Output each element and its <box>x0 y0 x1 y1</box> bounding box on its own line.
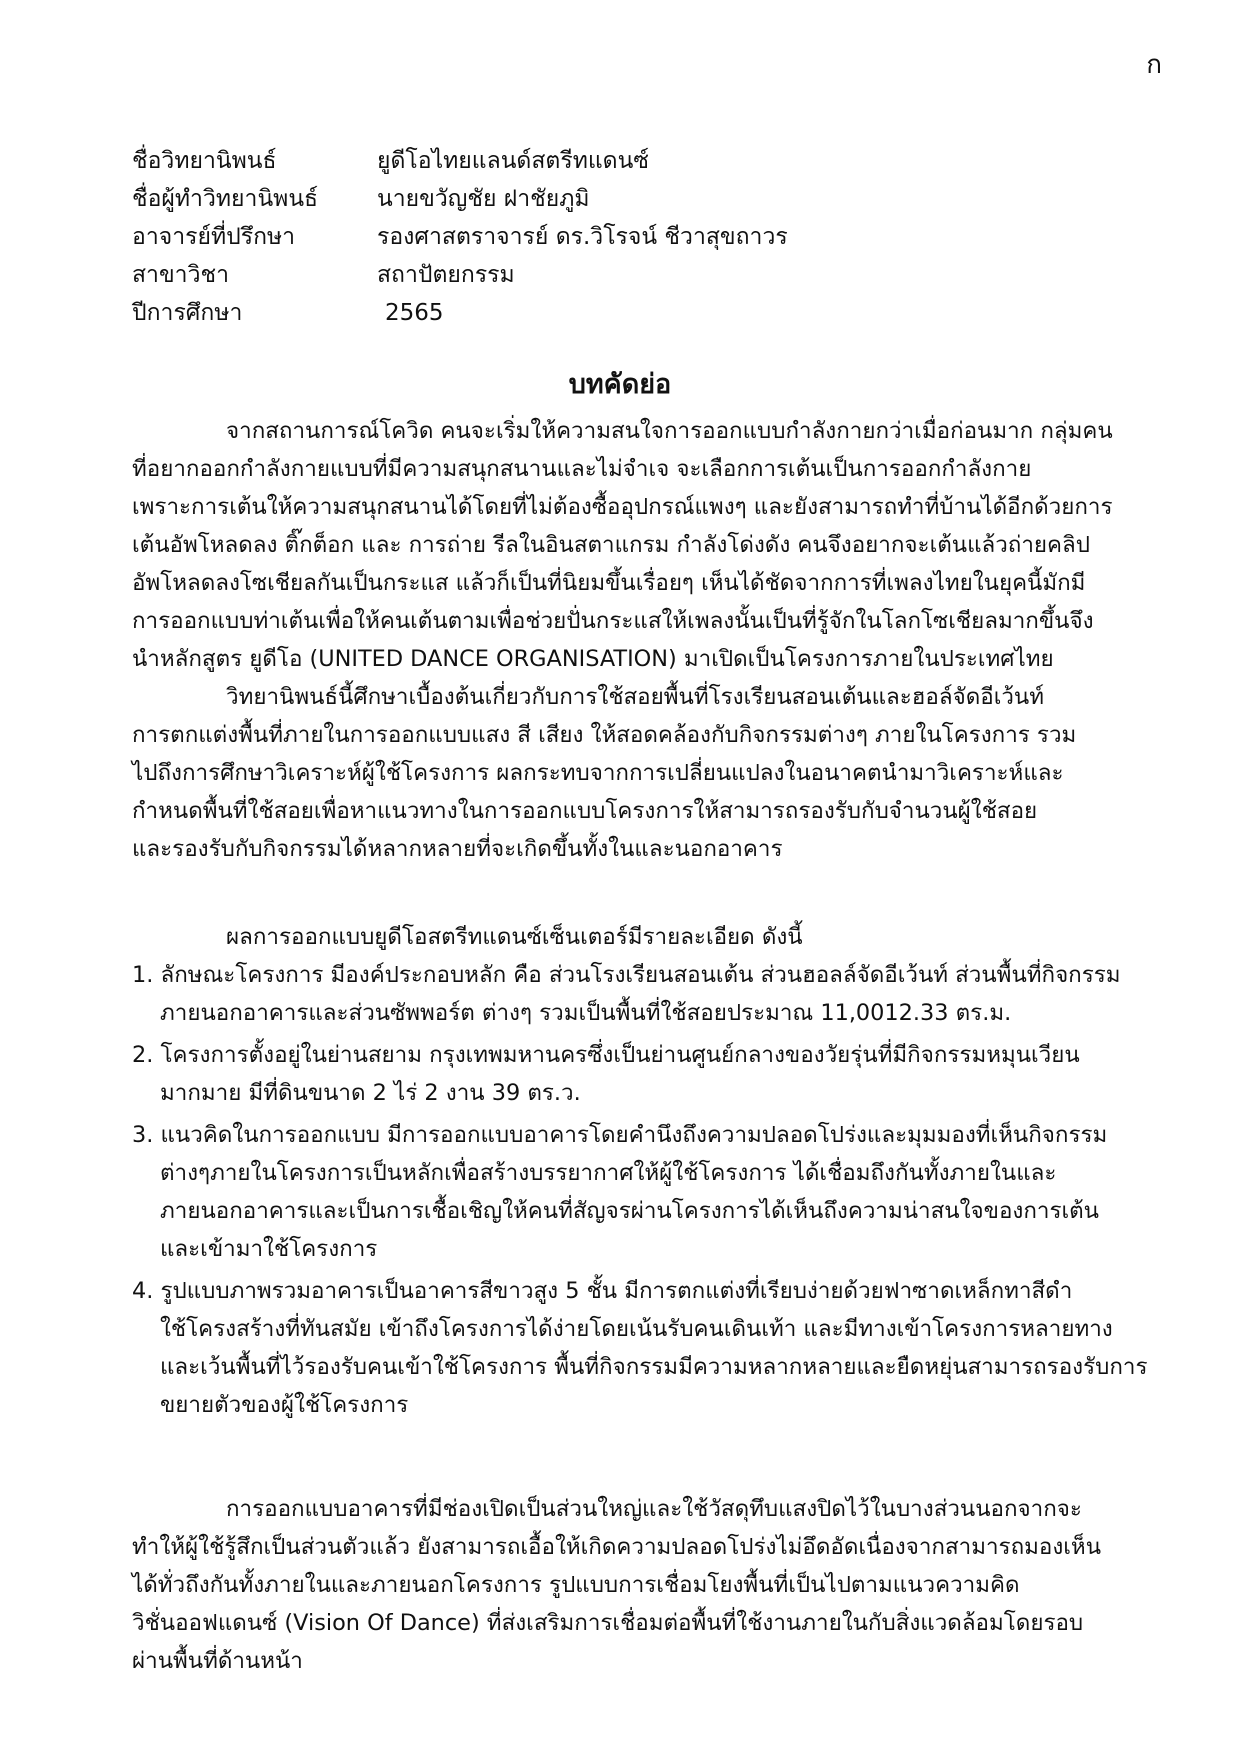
list-item: 4. รูปแบบภาพรวมอาคารเป็นอาคารสีขาวสูง 5 ชั้น มีการตกแต่งที่เรียบง่ายด้วยฟาซาดเหล็กทาสีดำ <box>132 1278 1073 1304</box>
paragraph-line: ผ่านพื้นที่ด้านหน้า <box>132 1648 303 1674</box>
author-label: ชื่อผู้ทำวิทยานิพนธ์ <box>132 186 319 212</box>
list-item: 3. แนวคิดในการออกแบบ มีการออกแบบอาคารโดยคำนึงถึงความปลอดโปร่งและมุมมองที่เห็นกิจกรรม <box>132 1122 1108 1148</box>
thesis-title-value: ยูดีโอไทยแลนด์สตรีทแดนซ์ <box>377 148 649 174</box>
field-row <box>132 256 1112 294</box>
field-value: สถาปัตยกรรม <box>377 262 515 288</box>
paragraph-line: ไปถึงการศึกษาวิเคราะห์ผู้ใช้โครงการ ผลกระทบจากการเปลี่ยนแปลงในอนาคตนำมาวิเคราะห์และ <box>132 760 1064 786</box>
advisor-label: อาจารย์ที่ปรึกษา <box>132 224 296 250</box>
page-number: ก <box>1146 50 1162 80</box>
list-item-continued: ใช้โครงสร้างที่ทันสมัย เข้าถึงโครงการได้ง่ายโดยเน้นรับคนเดินเท้า และมีทางเข้าโครงการหลายทาง <box>160 1316 1113 1342</box>
paragraph-line: เพราะการเต้นให้ความสนุกสนานได้โดยที่ไม่ต้องซื้ออุปกรณ์แพงๆ และยังสามารถทำที่บ้านได้อีกด้วยการ <box>132 494 1113 520</box>
academic-year-value: 2565 <box>385 300 444 326</box>
list-item: 2. โครงการตั้งอยู่ในย่านสยาม กรุงเทพมหานครซึ่งเป็นย่านศูนย์กลางของวัยรุ่นที่มีกิจกรรมหมุนเวียน <box>132 1042 1080 1068</box>
paragraph-line: การตกแต่งพื้นที่ภายในการออกแบบแสง สี เสียง ให้สอดคล้องกับกิจกรรมต่างๆ ภายในโครงการ รวม <box>132 722 1077 748</box>
paragraph-line: ที่อยากออกกำลังกายแบบที่มีความสนุกสนานและไม่จำเจ จะเลือกการเต้นเป็นการออกกำลังกาย <box>132 456 1032 482</box>
thesis-title-row <box>132 142 1112 180</box>
academic-year-label: ปีการศึกษา <box>132 300 243 326</box>
author-value: นายขวัญชัย ฝาชัยภูมิ <box>377 186 590 212</box>
paragraph-line: และรองรับกับกิจกรรมได้หลากหลายที่จะเกิดขึ้นทั้งในและนอกอาคาร <box>132 836 783 862</box>
thesis-info <box>132 142 1112 332</box>
list-item-continued: มากมาย มีที่ดินขนาด 2 ไร่ 2 งาน 39 ตร.ว. <box>160 1080 581 1106</box>
list-item-continued: และเว้นพื้นที่ไว้รองรับคนเข้าใช้โครงการ พื้นที่กิจกรรมมีความหลากหลายและยืดหยุ่นสามารถรองรับการ <box>160 1354 1148 1380</box>
paragraph-line: การออกแบบท่าเต้นเพื่อให้คนเต้นตามเพื่อช่วยปั่นกระแสให้เพลงนั้นเป็นที่รู้จักในโลกโซเชียลมากขึ้นจึง <box>132 608 1094 634</box>
results-intro: ผลการออกแบบยูดีโอสตรีทแดนซ์เซ็นเตอร์มีรายละเอียด ดังนี้ <box>226 924 803 950</box>
paragraph-line: อัพโหลดลงโซเชียลกันเป็นกระแส แล้วก็เป็นที่นิยมขึ้นเรื่อยๆ เห็นได้ชัดจากการที่เพลงไทยในยุคนี้มักมี <box>132 570 1086 596</box>
paragraph-line: ได้ทั่วถึงกันทั้งภายในและภายนอกโครงการ รูปแบบการเชื่อมโยงพื้นที่เป็นไปตามแนวความคิด <box>132 1572 1020 1598</box>
paragraph-line: วิชั่นออฟแดนซ์ (Vision Of Dance) ที่ส่งเสริมการเชื่อมต่อพื้นที่ใช้งานภายในกับสิ่งแวดล้อมโดยรอบ <box>132 1610 1084 1636</box>
paragraph-line: เต้นอัพโหลดลง ติ๊กต็อก และ การถ่าย รีลในอินสตาแกรม กำลังโด่งดัง คนจึงอยากจะเต้นแล้วถ่ายคลิป <box>132 532 1090 558</box>
paragraph-line: จากสถานการณ์โควิด คนจะเริ่มให้ความสนใจการออกแบบกำลังกายกว่าเมื่อก่อนมาก กลุ่มคน <box>226 418 1113 444</box>
paragraph-line: ทำให้ผู้ใช้รู้สึกเป็นส่วนตัวแล้ว ยังสามารถเอื้อให้เกิดความปลอดโปร่งไม่อึดอัดเนื่องจากสามารถมองเห็น <box>132 1534 1101 1560</box>
abstract-heading: บทคัดย่อ <box>568 369 672 400</box>
paragraph-line: นำหลักสูตร ยูดีโอ (UNITED DANCE ORGANISATION) มาเปิดเป็นโครงการภายในประเทศไทย <box>132 646 1054 672</box>
list-item-continued: ภายนอกอาคารและเป็นการเชื้อเชิญให้คนที่สัญจรผ่านโครงการได้เห็นถึงความน่าสนใจของการเต้น <box>160 1198 1099 1224</box>
academic-year-row <box>132 294 1112 332</box>
thesis-title-label: ชื่อวิทยานิพนธ์ <box>132 148 277 174</box>
list-item-continued: ขยายตัวของผู้ใช้โครงการ <box>160 1392 409 1418</box>
advisor-row <box>132 218 1112 256</box>
list-item-continued: และเข้ามาใช้โครงการ <box>160 1236 378 1262</box>
list-item-continued: ภายนอกอาคารและส่วนซัพพอร์ต ต่างๆ รวมเป็นพื้นที่ใช้สอยประมาณ 11,0012.33 ตร.ม. <box>160 1000 1012 1026</box>
list-item-continued: ต่างๆภายในโครงการเป็นหลักเพื่อสร้างบรรยากาศให้ผู้ใช้โครงการ ได้เชื่อมถึงกันทั้งภายในและ <box>160 1160 1057 1186</box>
paragraph-line: กำหนดพื้นที่ใช้สอยเพื่อหาแนวทางในการออกแบบโครงการให้สามารถรองรับกับจำนวนผู้ใช้สอย <box>132 798 1038 824</box>
field-label: สาขาวิชา <box>132 262 230 288</box>
list-item: 1. ลักษณะโครงการ มีองค์ประกอบหลัก คือ ส่วนโรงเรียนสอนเต้น ส่วนฮอลล์จัดอีเว้นท์ ส่วนพื้นที่กิจกรรม <box>132 962 1121 988</box>
paragraph-line: วิทยานิพนธ์นี้ศึกษาเบื้องต้นเกี่ยวกับการใช้สอยพื้นที่โรงเรียนสอนเต้นและฮอล์จัดอีเว้นท์ <box>226 684 1045 710</box>
paragraph-line: การออกแบบอาคารที่มีช่องเปิดเป็นส่วนใหญ่และใช้วัสดุทึบแสงปิดไว้ในบางส่วนนอกจากจะ <box>226 1496 1082 1522</box>
advisor-value: รองศาสตราจารย์ ดร.วิโรจน์ ชีวาสุขถาวร <box>377 224 788 250</box>
author-row <box>132 180 1112 218</box>
